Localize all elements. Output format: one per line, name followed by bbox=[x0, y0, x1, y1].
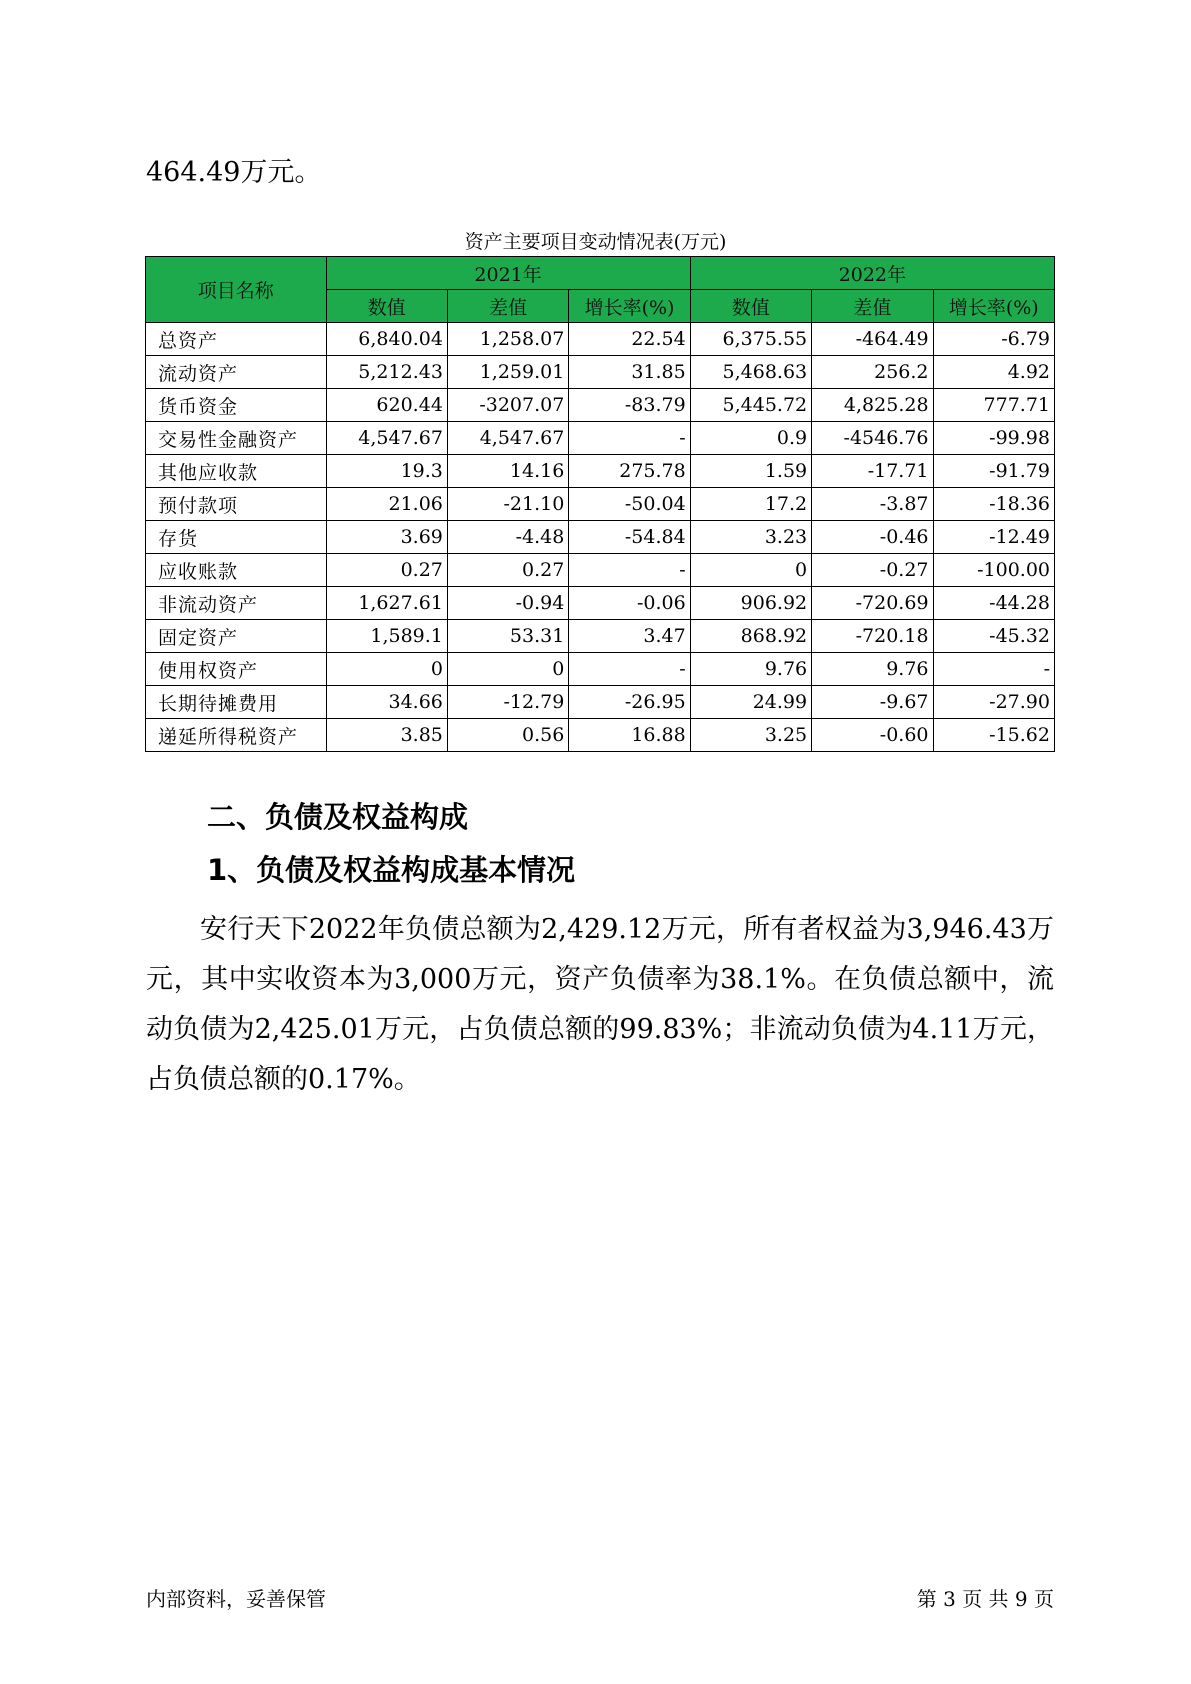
row-label: 预付款项 bbox=[146, 488, 327, 521]
table-cell: 9.76 bbox=[690, 653, 811, 686]
table-cell: 17.2 bbox=[690, 488, 811, 521]
table-cell: -12.79 bbox=[447, 686, 568, 719]
header-year-2022: 2022年 bbox=[690, 257, 1054, 290]
table-cell: 9.76 bbox=[812, 653, 933, 686]
table-cell: -0.27 bbox=[812, 554, 933, 587]
row-label: 长期待摊费用 bbox=[146, 686, 327, 719]
header-value-2021: 数值 bbox=[326, 290, 447, 323]
table-cell: 22.54 bbox=[569, 323, 690, 356]
table-cell: -50.04 bbox=[569, 488, 690, 521]
row-label: 应收账款 bbox=[146, 554, 327, 587]
table-cell: 53.31 bbox=[447, 620, 568, 653]
table-row bbox=[146, 587, 1055, 620]
row-label: 固定资产 bbox=[146, 620, 327, 653]
table-cell: -6.79 bbox=[933, 323, 1054, 356]
table-row bbox=[146, 554, 1055, 587]
table-cell: -45.32 bbox=[933, 620, 1054, 653]
table-cell: 0.27 bbox=[326, 554, 447, 587]
table-cell: 3.25 bbox=[690, 719, 811, 752]
table-row bbox=[146, 356, 1055, 389]
table-cell: 6,840.04 bbox=[326, 323, 447, 356]
table-cell: -9.67 bbox=[812, 686, 933, 719]
table-cell: -4.48 bbox=[447, 521, 568, 554]
table-cell: 4.92 bbox=[933, 356, 1054, 389]
table-cell: 3.85 bbox=[326, 719, 447, 752]
table-cell: -0.06 bbox=[569, 587, 690, 620]
table-row bbox=[146, 620, 1055, 653]
table-cell: -15.62 bbox=[933, 719, 1054, 752]
table-cell: -27.90 bbox=[933, 686, 1054, 719]
table-cell: 777.71 bbox=[933, 389, 1054, 422]
table-cell: -0.94 bbox=[447, 587, 568, 620]
footer-page-number: 第 3 页 共 9 页 bbox=[916, 1587, 1054, 1611]
header-diff-2021: 差值 bbox=[447, 290, 568, 323]
table-cell: 906.92 bbox=[690, 587, 811, 620]
table-cell: 4,547.67 bbox=[447, 422, 568, 455]
lead-text: 464.49万元。 bbox=[146, 157, 322, 188]
row-label: 总资产 bbox=[146, 323, 327, 356]
row-label: 递延所得税资产 bbox=[146, 719, 327, 752]
table-cell: 1.59 bbox=[690, 455, 811, 488]
header-growth-2021: 增长率(%) bbox=[569, 290, 690, 323]
table-cell: 19.3 bbox=[326, 455, 447, 488]
table-cell: -464.49 bbox=[812, 323, 933, 356]
table-cell: -83.79 bbox=[569, 389, 690, 422]
table-cell: -0.46 bbox=[812, 521, 933, 554]
table-cell: 256.2 bbox=[812, 356, 933, 389]
table-cell: - bbox=[569, 554, 690, 587]
table-cell: -720.69 bbox=[812, 587, 933, 620]
table-cell: 0.27 bbox=[447, 554, 568, 587]
table-cell: -3207.07 bbox=[447, 389, 568, 422]
table-cell: -99.98 bbox=[933, 422, 1054, 455]
table-cell: 4,825.28 bbox=[812, 389, 933, 422]
table-cell: 5,468.63 bbox=[690, 356, 811, 389]
row-label: 货币资金 bbox=[146, 389, 327, 422]
header-year-2021: 2021年 bbox=[326, 257, 690, 290]
table-row bbox=[146, 488, 1055, 521]
header-growth-2022: 增长率(%) bbox=[933, 290, 1054, 323]
table-cell: -720.18 bbox=[812, 620, 933, 653]
table-cell: 275.78 bbox=[569, 455, 690, 488]
table-cell: -18.36 bbox=[933, 488, 1054, 521]
table-cell: -91.79 bbox=[933, 455, 1054, 488]
table-row bbox=[146, 323, 1055, 356]
table-cell: 31.85 bbox=[569, 356, 690, 389]
table-row bbox=[146, 389, 1055, 422]
table-cell: 4,547.67 bbox=[326, 422, 447, 455]
table-caption: 资产主要项目变动情况表(万元) bbox=[464, 231, 727, 253]
table-cell: 5,212.43 bbox=[326, 356, 447, 389]
row-label: 其他应收款 bbox=[146, 455, 327, 488]
table-cell: - bbox=[933, 653, 1054, 686]
table-cell: 1,258.07 bbox=[447, 323, 568, 356]
table-body bbox=[146, 323, 1055, 752]
table-cell: 1,259.01 bbox=[447, 356, 568, 389]
table-cell: 3.69 bbox=[326, 521, 447, 554]
table-cell: - bbox=[569, 653, 690, 686]
table-row bbox=[146, 422, 1055, 455]
body-paragraph: 安行天下2022年负债总额为2,429.12万元，所有者权益为3,946.43万元，其中实收资本为3,000万元，资产负债率为38.1%。在负债总额中，流动负债为2,425.01万元，占负债总额的99.83%；非流动负债为4.11万元，占负债总额的0.17%。 bbox=[146, 914, 1054, 1095]
table-row bbox=[146, 653, 1055, 686]
table-cell: 0.9 bbox=[690, 422, 811, 455]
table-cell: -21.10 bbox=[447, 488, 568, 521]
row-label: 流动资产 bbox=[146, 356, 327, 389]
table-row bbox=[146, 455, 1055, 488]
table-cell: 0 bbox=[447, 653, 568, 686]
table-cell: 3.47 bbox=[569, 620, 690, 653]
table-cell: 34.66 bbox=[326, 686, 447, 719]
table-cell: 0.56 bbox=[447, 719, 568, 752]
row-label: 交易性金融资产 bbox=[146, 422, 327, 455]
row-label: 非流动资产 bbox=[146, 587, 327, 620]
table-cell: 5,445.72 bbox=[690, 389, 811, 422]
table-row bbox=[146, 521, 1055, 554]
table-cell: -3.87 bbox=[812, 488, 933, 521]
asset-change-table bbox=[145, 256, 1055, 752]
table-cell: 0 bbox=[690, 554, 811, 587]
table-header-row-years bbox=[146, 257, 1055, 290]
table-row bbox=[146, 686, 1055, 719]
table-cell: 1,589.1 bbox=[326, 620, 447, 653]
table-cell: 14.16 bbox=[447, 455, 568, 488]
table-cell: 6,375.55 bbox=[690, 323, 811, 356]
table-cell: -17.71 bbox=[812, 455, 933, 488]
table-cell: -44.28 bbox=[933, 587, 1054, 620]
header-item-name: 项目名称 bbox=[146, 257, 327, 323]
row-label: 使用权资产 bbox=[146, 653, 327, 686]
header-diff-2022: 差值 bbox=[812, 290, 933, 323]
table-cell: 620.44 bbox=[326, 389, 447, 422]
table-cell: -100.00 bbox=[933, 554, 1054, 587]
table-cell: -26.95 bbox=[569, 686, 690, 719]
table-cell: 1,627.61 bbox=[326, 587, 447, 620]
table-cell: -12.49 bbox=[933, 521, 1054, 554]
table-cell: 3.23 bbox=[690, 521, 811, 554]
row-label: 存货 bbox=[146, 521, 327, 554]
table-cell: -0.60 bbox=[812, 719, 933, 752]
table-cell: 868.92 bbox=[690, 620, 811, 653]
table-cell: - bbox=[569, 422, 690, 455]
table-cell: 0 bbox=[326, 653, 447, 686]
table-cell: 16.88 bbox=[569, 719, 690, 752]
table-cell: -54.84 bbox=[569, 521, 690, 554]
section-heading: 二、负债及权益构成 bbox=[207, 800, 469, 834]
table-row bbox=[146, 719, 1055, 752]
table-cell: 24.99 bbox=[690, 686, 811, 719]
subsection-heading: 1、负债及权益构成基本情况 bbox=[207, 853, 576, 887]
table-cell: -4546.76 bbox=[812, 422, 933, 455]
header-value-2022: 数值 bbox=[690, 290, 811, 323]
table-cell: 21.06 bbox=[326, 488, 447, 521]
footer-confidential-note: 内部资料，妥善保管 bbox=[146, 1587, 326, 1611]
